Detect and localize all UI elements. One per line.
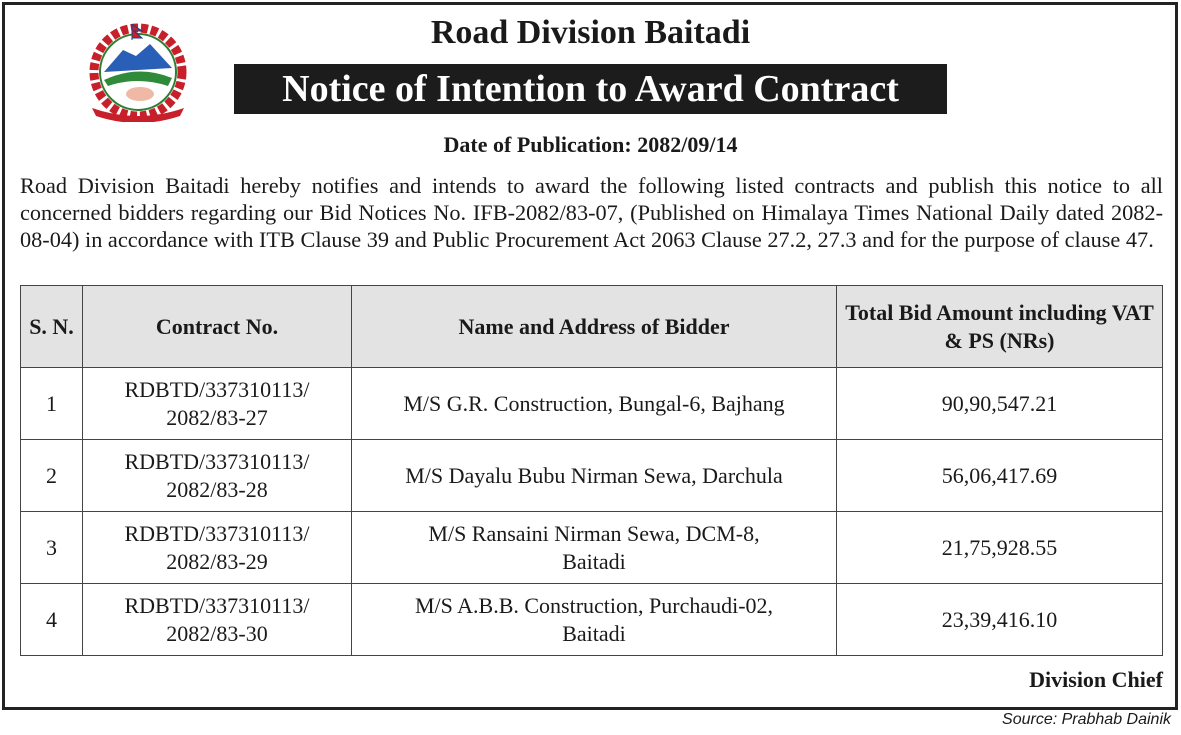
- cell-contract-no: [83, 368, 352, 440]
- header-bidder: Name and Address of Bidder: [352, 286, 837, 368]
- cell-bidder: M/S G.R. Construction, Bungal-6, Bajhang: [352, 368, 837, 440]
- cell-sn: 1: [21, 368, 83, 440]
- cell-contract-no: [83, 512, 352, 584]
- notice-title: Notice of Intention to Award Contract: [234, 64, 947, 114]
- header-amount: Total Bid Amount including VAT & PS (NRs): [837, 286, 1163, 368]
- table-row: [21, 368, 1163, 440]
- source-credit: Source: Prabhab Dainik: [1002, 711, 1171, 728]
- table-row: [21, 584, 1163, 656]
- contract-line1: RDBTD/337310113/: [124, 376, 310, 402]
- table-header-row: [21, 286, 1163, 368]
- cell-amount: 90,90,547.21: [837, 368, 1163, 440]
- contract-line2: 2082/83-29: [166, 548, 268, 574]
- cell-bidder: M/S Dayalu Bubu Nirman Sewa, Darchula: [352, 440, 837, 512]
- cell-amount: 23,39,416.10: [837, 584, 1163, 656]
- contracts-table: [20, 285, 1163, 656]
- cell-sn: 4: [21, 584, 83, 656]
- contract-line1: RDBTD/337310113/: [124, 592, 310, 618]
- header-sn: S. N.: [21, 286, 83, 368]
- publication-date: Date of Publication: 2082/09/14: [443, 132, 738, 157]
- cell-contract-no: [83, 440, 352, 512]
- cell-contract-no: [83, 584, 352, 656]
- cell-amount: 21,75,928.55: [837, 512, 1163, 584]
- signatory: Division Chief: [1029, 667, 1163, 692]
- cell-sn: 2: [21, 440, 83, 512]
- organization-name: Road Division Baitadi: [430, 14, 751, 51]
- contract-line2: 2082/83-27: [166, 404, 268, 430]
- header-contract-no: Contract No.: [83, 286, 352, 368]
- table-row: [21, 440, 1163, 512]
- cell-bidder: M/S A.B.B. Construction, Purchaudi-02, Baitadi: [352, 584, 837, 656]
- contract-line1: RDBTD/337310113/: [124, 520, 310, 546]
- cell-bidder: M/S Ransaini Nirman Sewa, DCM-8, Baitadi: [352, 512, 837, 584]
- notice-body: Road Division Baitadi hereby notifies and intends to award the following listed contracts and publish this notice to all concerned bidders regarding our Bid Notices No. IFB-2082/83-07, (Published on Himalaya Times National Daily dated 2082-08-04) in accordance with ITB Clause 39 and Public Procurement Act 2063 Clause 27.2, 27.3 and for the purpose of clause 47.: [20, 173, 1163, 252]
- cell-sn: 3: [21, 512, 83, 584]
- contract-line2: 2082/83-30: [166, 620, 268, 646]
- cell-amount: 56,06,417.69: [837, 440, 1163, 512]
- contract-line1: RDBTD/337310113/: [124, 448, 310, 474]
- contract-line2: 2082/83-28: [166, 476, 268, 502]
- table-row: [21, 512, 1163, 584]
